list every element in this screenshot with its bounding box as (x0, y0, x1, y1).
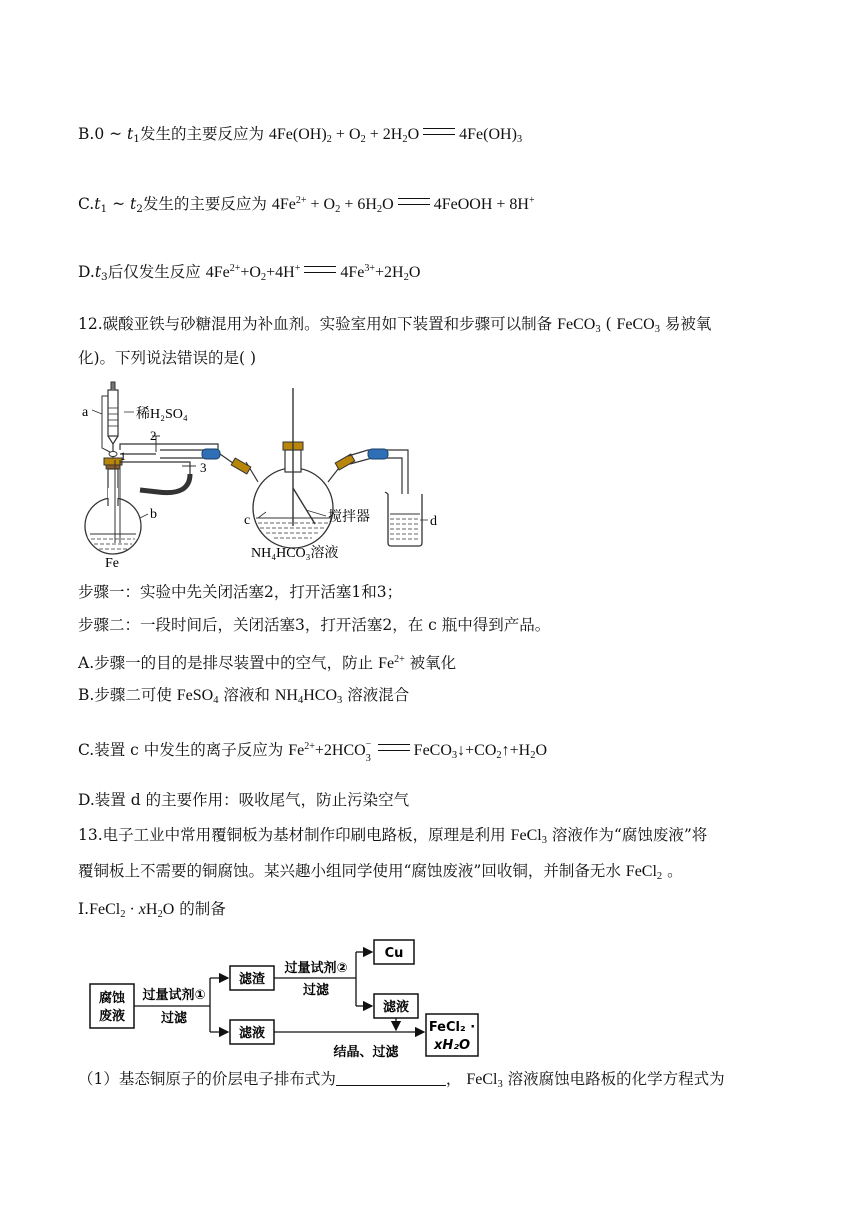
apparatus-diagram (78, 378, 458, 570)
flowchart (88, 936, 488, 1062)
label-stirrer: 搅拌器 (328, 510, 370, 525)
q11-option-c: $C.t_1$ ~ $t_2$发生的主要反应为 $4Fe^{2+} + O_2 + 6H_2O$ 4FeOOH + 8H+ (78, 195, 535, 215)
q12-stem-line2: 化)。下列说法错误的是( ) (78, 349, 257, 367)
flow-filter2: 过滤 (302, 983, 330, 998)
flow-filtrate-bottom: 滤液 (238, 1026, 266, 1041)
label-acid: 稀H₂SO₄ (136, 407, 188, 422)
q12-stem-line1: 12.碳酸亚铁与砂糖混用为补血剂。实验室用如下装置和步骤可以制备 FeCO$_3$ ( FeCO$_3$ 易被氧 (78, 315, 712, 335)
flow-reagent1: 过量试剂① (142, 988, 206, 1003)
equation: $4Fe^{2+} + O_2 + 6H_2O$ 4FeOOH + 8H+ (271, 195, 535, 215)
label-stopcock-1: 1 (120, 449, 126, 463)
label-d: d (430, 514, 437, 529)
q12-step1: 步骤一：实验中先关闭活塞2，打开活塞1和3； (78, 583, 403, 601)
q13-sub1: （1）基态铜原子的价层电子排布式为 ， FeCl$_3$ 溶液腐蚀电路板的化学方程式为 (78, 1070, 725, 1090)
flow-filtrate-top: 滤液 (382, 1000, 410, 1015)
label-stopcock-2: 2 (150, 428, 157, 443)
q13-stem-line2: 覆铜板上不需要的铜腐蚀。某兴趣小组同学使用“腐蚀废液”回收铜，并制备无水 FeCl$_2$ 。 (78, 862, 683, 882)
q12-option-d: D.装置 d 的主要作用：吸收尾气，防止污染空气 (78, 791, 410, 809)
label-b: b (150, 507, 157, 522)
flow-residue: 滤渣 (238, 972, 266, 987)
q11-option-b: B.0 ~ $t_1$发生的主要反应为 $4Fe(OH)_2 + O_2 + 2H_2O$ $4Fe(OH)_3$ (78, 125, 523, 145)
flow-product-line2: xH₂O (433, 1038, 471, 1053)
flow-product-line1: FeCl₂ · (428, 1020, 476, 1035)
equation: $4Fe^{2+}+O_2+4H^+$ $4Fe^{3+}+2H_2O$ (205, 263, 421, 283)
q12-option-b: B.步骤二可使 FeSO$_4$ 溶液和 $NH_4HCO_3$ 溶液混合 (78, 686, 410, 706)
answer-blank[interactable] (336, 1071, 446, 1086)
flow-reagent2: 过量试剂② (284, 961, 348, 976)
q13-stem-line1: 13.电子工业中常用覆铜板为基材制作印刷电路板，原理是利用 FeCl$_3$ 溶液作为“腐蚀废液”将 (78, 826, 708, 846)
flow-start-line2: 废液 (98, 1009, 126, 1024)
label-a: a (82, 405, 89, 420)
flow-cu: Cu (384, 946, 404, 961)
flow-start-line1: 腐蚀 (98, 991, 126, 1006)
label-fe: Fe (105, 556, 119, 570)
q11-option-d: $D.t_3$后仅发生反应 $4Fe^{2+}+O_2+4H^+$ $4Fe^{3+}+2H_2O$ (78, 263, 421, 283)
q13-section-title: Ⅰ.FeCl$_2$ · $xH_2O$ 的制备 (78, 900, 226, 920)
label-solution: NH₄HCO₃溶液 (251, 546, 339, 561)
label-c: c (244, 513, 251, 528)
label-stopcock-3: 3 (200, 460, 207, 475)
q12-option-c: C.装置 c 中发生的离子反应为 $Fe^{2+}+2HCO$ 3 − $FeCO_3↓+CO_2↑+H_2O$ (78, 739, 548, 764)
q12-step2: 步骤二：一段时间后，关闭活塞3，打开活塞2，在 c 瓶中得到产品。 (78, 616, 551, 634)
equation: $Fe^{2+}+2HCO$ 3 − $FeCO_3↓+CO_2↑+H_2O$ (288, 739, 548, 764)
flow-filter1: 过滤 (160, 1011, 188, 1026)
q12-option-a: A.步骤一的目的是排尽装置中的空气，防止 $Fe^{2+}$ 被氧化 (78, 654, 457, 672)
flow-crystallize: 结晶、过滤 (333, 1045, 399, 1060)
equation: $4Fe(OH)_2 + O_2 + 2H_2O$ $4Fe(OH)_3$ (268, 126, 523, 145)
